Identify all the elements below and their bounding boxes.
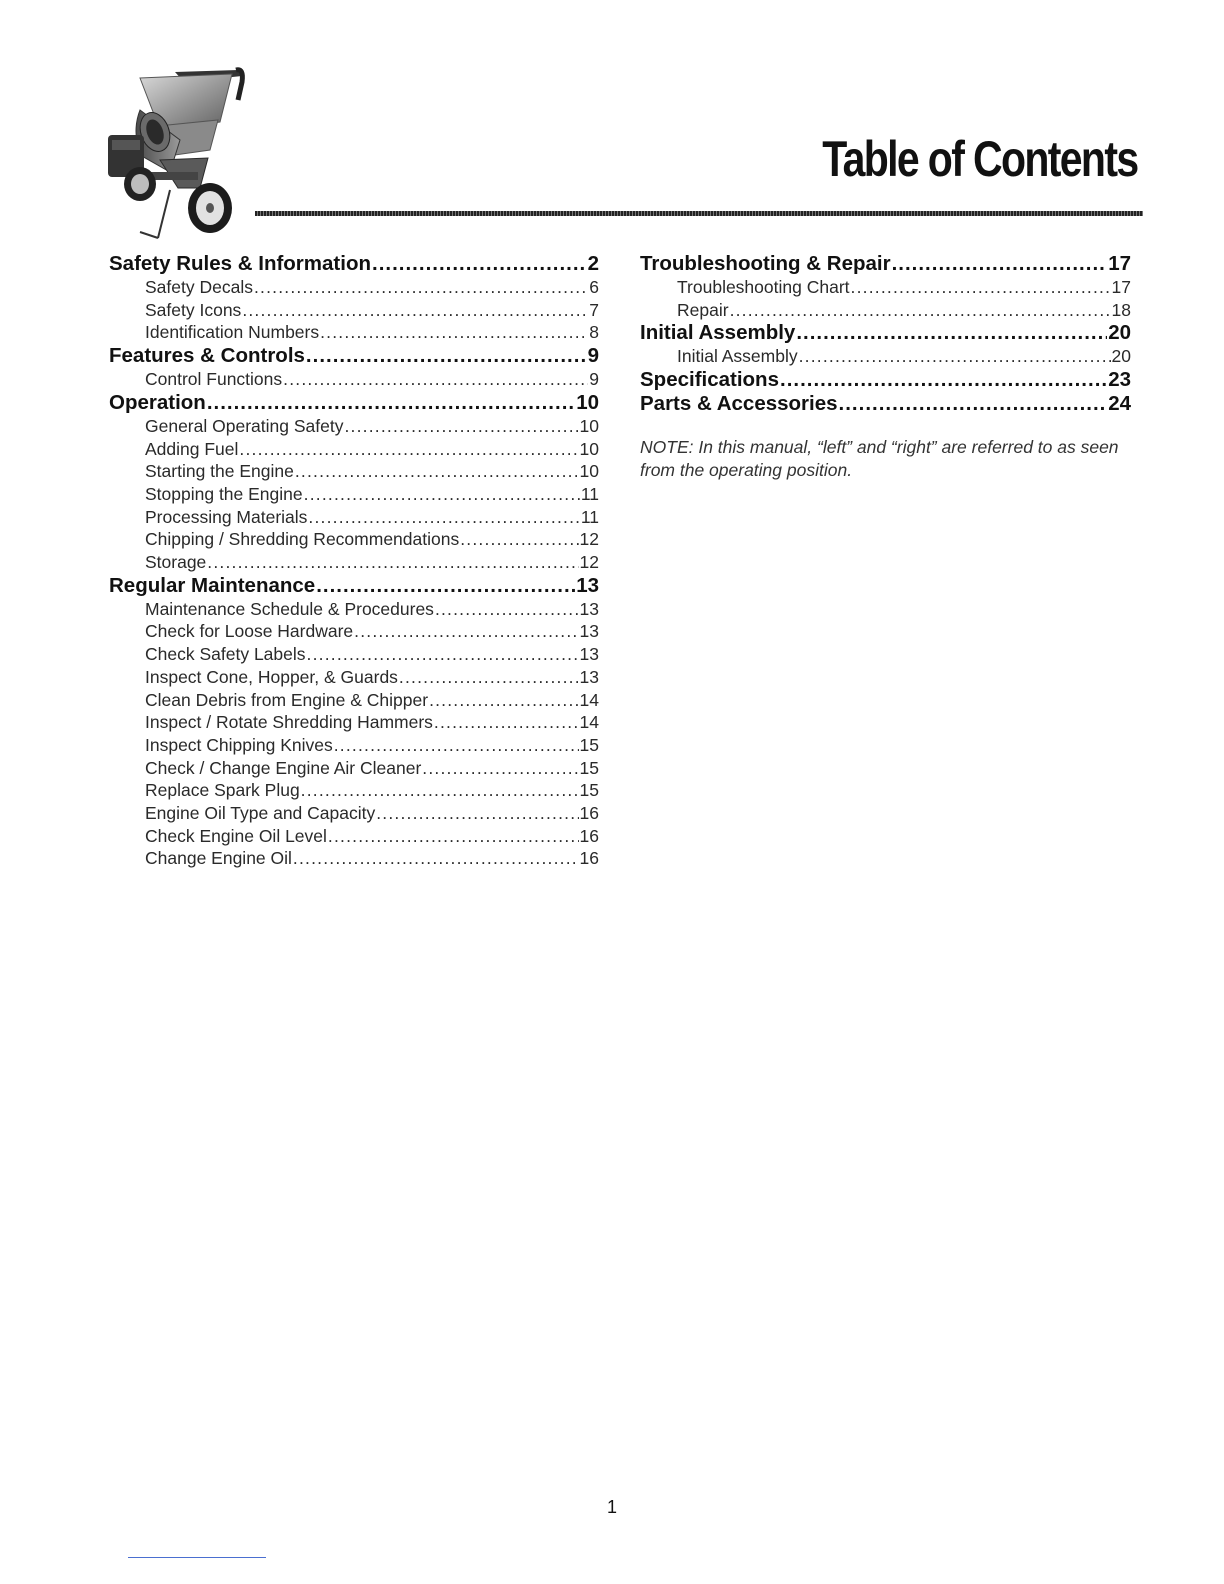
toc-entry-page: 15 — [579, 734, 599, 755]
toc-subsection-entry[interactable] — [109, 757, 599, 780]
toc-section-entry[interactable] — [109, 344, 599, 368]
toc-section-entry[interactable] — [640, 252, 1131, 276]
toc-subsection-entry[interactable] — [109, 299, 599, 322]
toc-entry-page: 10 — [579, 415, 599, 436]
toc-subsection-entry[interactable] — [109, 620, 599, 643]
toc-entry-title: Starting the Engine — [145, 461, 294, 482]
dot-leader — [316, 574, 575, 598]
toc-entry-page: 11 — [580, 506, 599, 527]
dot-leader — [839, 392, 1108, 416]
toc-entry-page: 13 — [579, 644, 599, 665]
toc-entry-title: Processing Materials — [145, 506, 308, 527]
toc-entry-page: 12 — [579, 529, 599, 550]
dot-leader — [422, 757, 578, 780]
toc-entry-page: 16 — [579, 825, 599, 846]
toc-entry-title: Change Engine Oil — [145, 848, 292, 869]
toc-entry-title: Features & Controls — [109, 344, 305, 368]
toc-entry-page: 11 — [580, 483, 599, 504]
toc-entry-title: Regular Maintenance — [109, 573, 316, 597]
toc-right-column — [640, 252, 1131, 499]
toc-section-entry[interactable] — [640, 321, 1131, 345]
toc-section-entry[interactable] — [109, 574, 599, 598]
dot-leader — [399, 666, 579, 689]
dot-leader — [283, 368, 588, 391]
toc-subsection-entry[interactable] — [109, 506, 599, 529]
footer-link-line — [128, 1557, 266, 1558]
toc-entry-title: Safety Icons — [145, 299, 242, 320]
toc-right-list — [640, 252, 1131, 416]
toc-entry-title: Engine Oil Type and Capacity — [145, 803, 376, 824]
toc-entry-page: 13 — [579, 598, 599, 619]
toc-entry-title: Maintenance Schedule & Procedures — [145, 598, 434, 619]
toc-entry-title: Safety Decals — [145, 277, 253, 297]
toc-entry-page: 10 — [576, 390, 599, 414]
toc-entry-title: Check Engine Oil Level — [145, 825, 327, 846]
toc-section-entry[interactable] — [109, 252, 599, 276]
dot-leader — [796, 321, 1107, 345]
toc-entry-title: Identification Numbers — [145, 322, 320, 343]
toc-entry-page: 6 — [589, 277, 599, 297]
toc-entry-title: Chipping / Shredding Recommendations — [145, 529, 460, 550]
toc-entry-title: Safety Rules & Information — [109, 252, 371, 275]
dot-leader — [301, 779, 579, 802]
dot-leader — [239, 438, 578, 461]
toc-subsection-entry[interactable] — [109, 689, 599, 712]
toc-entry-title: Troubleshooting Chart — [677, 277, 850, 297]
toc-subsection-entry[interactable] — [640, 345, 1131, 368]
title-rule — [255, 211, 1143, 216]
toc-entry-page: 14 — [579, 712, 599, 733]
toc-entry-page: 17 — [1108, 252, 1131, 275]
dot-leader — [328, 825, 579, 848]
orientation-note: NOTE: In this manual, “left” and “right” are referred to as seen from the operating position. — [640, 437, 1119, 480]
toc-entry-title: Clean Debris from Engine & Chipper — [145, 689, 429, 710]
dot-leader — [434, 711, 579, 734]
toc-entry-page: 15 — [579, 757, 599, 778]
toc-entry-page: 13 — [576, 573, 599, 597]
dot-leader — [334, 734, 579, 757]
toc-entry-page: 12 — [579, 552, 599, 573]
dot-leader — [799, 345, 1111, 368]
dot-leader — [851, 276, 1111, 299]
dot-leader — [295, 460, 579, 483]
toc-entry-page: 16 — [579, 803, 599, 824]
dot-leader — [376, 802, 578, 825]
toc-entry-title: Repair — [677, 299, 729, 320]
toc-subsection-entry[interactable] — [109, 825, 599, 848]
dot-leader — [344, 415, 578, 438]
dot-leader — [304, 483, 580, 506]
toc-entry-title: Check Safety Labels — [145, 644, 306, 665]
toc-subsection-entry[interactable] — [109, 802, 599, 825]
toc-entry-page: 10 — [579, 438, 599, 459]
toc-entry-page: 9 — [587, 344, 599, 368]
toc-subsection-entry[interactable] — [109, 666, 599, 689]
toc-entry-page: 8 — [589, 322, 599, 343]
toc-subsection-entry[interactable] — [109, 368, 599, 391]
toc-entry-title: Control Functions — [145, 369, 283, 390]
toc-entry-page: 9 — [589, 369, 599, 390]
toc-entry-title: Parts & Accessories — [640, 392, 838, 416]
page-title: Table of Contents — [822, 131, 1138, 187]
dot-leader — [460, 528, 578, 551]
toc-subsection-entry[interactable] — [640, 299, 1131, 322]
toc-section-entry[interactable] — [640, 368, 1131, 392]
toc-entry-title: Inspect / Rotate Shredding Hammers — [145, 712, 433, 733]
toc-entry-title: Storage — [145, 552, 207, 573]
toc-subsection-entry[interactable] — [109, 483, 599, 506]
dot-leader — [307, 643, 579, 666]
toc-entry-page: 17 — [1111, 277, 1131, 297]
toc-subsection-entry[interactable] — [109, 551, 599, 574]
dot-leader — [780, 368, 1107, 392]
toc-subsection-entry[interactable] — [109, 528, 599, 551]
page-number: 1 — [606, 1497, 617, 1517]
dot-leader — [892, 252, 1108, 276]
dot-leader — [320, 321, 588, 344]
toc-subsection-entry[interactable] — [109, 438, 599, 461]
dot-leader — [293, 847, 579, 870]
toc-subsection-entry[interactable] — [109, 276, 599, 299]
chipper-shredder-illustration — [100, 60, 260, 245]
toc-entry-title: Troubleshooting & Repair — [640, 252, 891, 275]
toc-subsection-entry[interactable] — [109, 643, 599, 666]
dot-leader — [730, 299, 1111, 322]
toc-entry-title: Adding Fuel — [145, 438, 239, 459]
toc-entry-page: 20 — [1111, 346, 1131, 367]
toc-subsection-entry[interactable] — [109, 779, 599, 802]
toc-entry-title: Replace Spark Plug — [145, 780, 300, 801]
toc-entry-title: Inspect Cone, Hopper, & Guards — [145, 666, 398, 687]
dot-leader — [254, 276, 588, 299]
toc-entry-page: 15 — [579, 780, 599, 801]
toc-entry-title: Inspect Chipping Knives — [145, 734, 333, 755]
dot-leader — [308, 506, 579, 529]
toc-entry-title: Initial Assembly — [677, 346, 798, 367]
dot-leader — [354, 620, 578, 643]
toc-entry-page: 7 — [589, 299, 599, 320]
dot-leader — [429, 689, 578, 712]
toc-subsection-entry[interactable] — [109, 711, 599, 734]
dot-leader — [207, 551, 578, 574]
toc-subsection-entry[interactable] — [109, 598, 599, 621]
dot-leader — [242, 299, 588, 322]
toc-subsection-entry[interactable] — [109, 734, 599, 757]
toc-entry-page: 24 — [1108, 392, 1131, 416]
toc-entry-page: 13 — [579, 666, 599, 687]
toc-entry-title: Check for Loose Hardware — [145, 621, 354, 642]
dot-leader — [435, 598, 579, 621]
dot-leader — [372, 252, 587, 276]
toc-entry-title: Check / Change Engine Air Cleaner — [145, 757, 422, 778]
toc-subsection-entry[interactable] — [109, 460, 599, 483]
toc-left-column — [109, 252, 599, 870]
toc-entry-title: Initial Assembly — [640, 321, 796, 345]
toc-entry-page: 10 — [579, 461, 599, 482]
toc-entry-page: 14 — [579, 689, 599, 710]
toc-entry-page: 18 — [1111, 299, 1131, 320]
toc-entry-title: Stopping the Engine — [145, 483, 303, 504]
toc-entry-page: 23 — [1108, 368, 1131, 392]
toc-entry-title: Specifications — [640, 368, 779, 392]
toc-entry-page: 20 — [1108, 321, 1131, 345]
toc-entry-page: 13 — [579, 621, 599, 642]
toc-entry-title: Operation — [109, 390, 206, 414]
toc-subsection-entry[interactable] — [109, 847, 599, 870]
toc-subsection-entry[interactable] — [109, 415, 599, 438]
toc-entry-title: General Operating Safety — [145, 415, 344, 436]
dot-leader — [207, 391, 575, 415]
toc-section-entry[interactable] — [640, 392, 1131, 416]
toc-subsection-entry[interactable] — [640, 276, 1131, 299]
toc-entry-page: 16 — [579, 848, 599, 869]
toc-section-entry[interactable] — [109, 391, 599, 415]
toc-entry-page: 2 — [587, 252, 599, 275]
dot-leader — [306, 344, 587, 368]
toc-subsection-entry[interactable] — [109, 321, 599, 344]
